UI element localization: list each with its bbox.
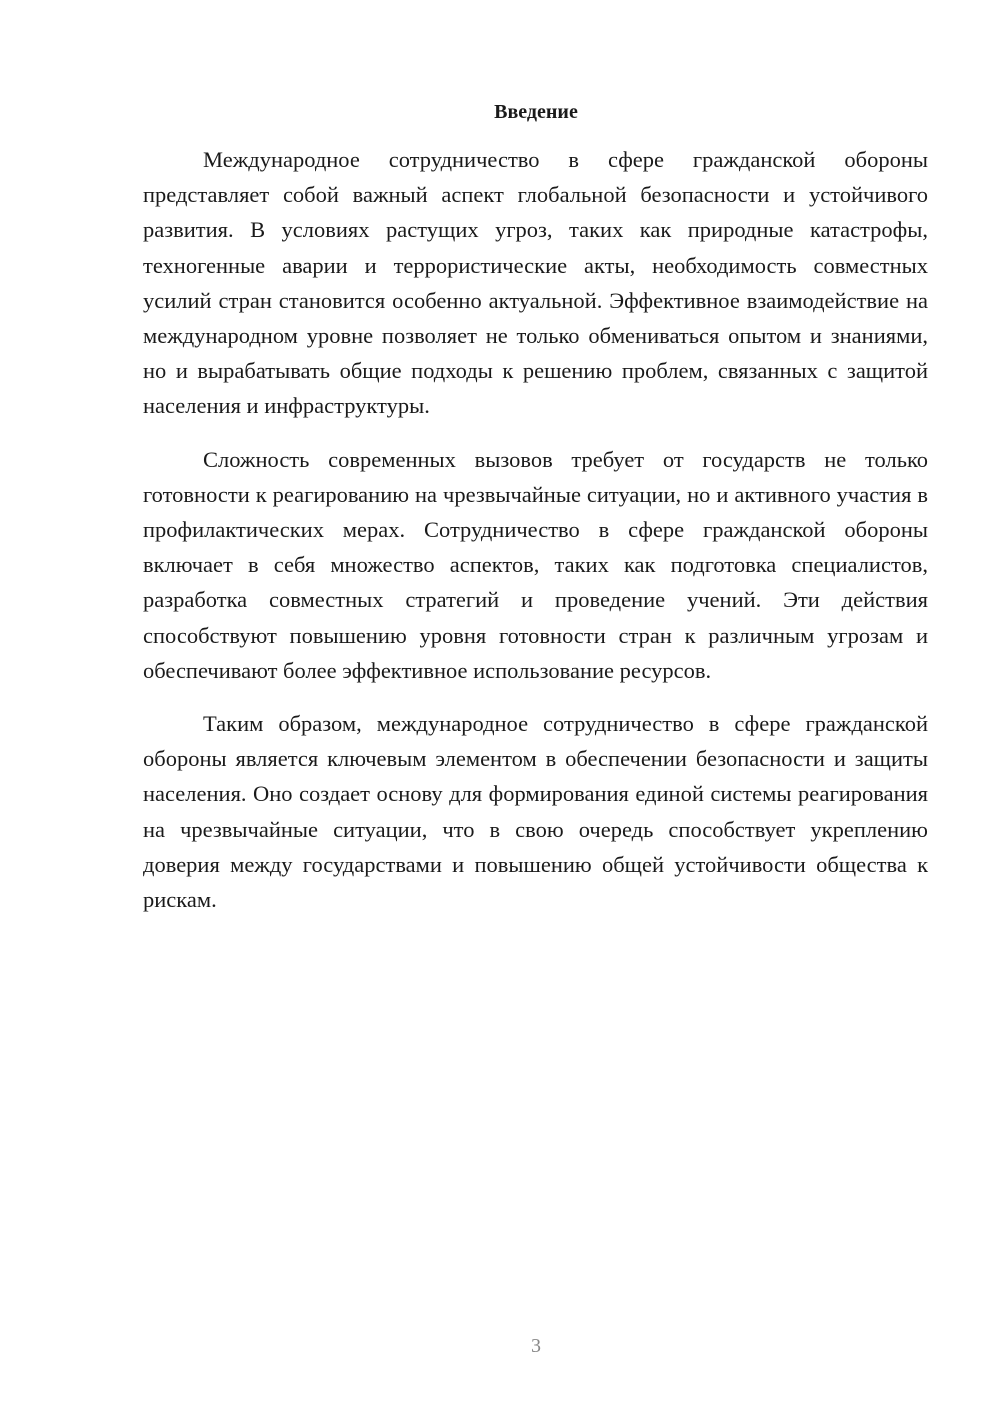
page-number: 3 — [531, 1335, 541, 1357]
paragraph-1: Международное сотрудничество в сфере гражданской обороны представляет собой важный аспект глобальной безопасности и устойчивого развития. В условиях растущих угроз, таких как природные катастрофы, техногенные аварии и террористические акты, необходимость совместных усилий стран становится особенно актуальной. Эффективное взаимодействие на международном уровне позволяет не только обмениваться опытом и знаниями, но и вырабатывать общие подходы к решению проблем, связанных с защитой населения и инфраструктуры. — [143, 147, 928, 419]
body-text — [143, 142, 928, 935]
paragraph-2: Сложность современных вызовов требует от государств не только готовности к реагированию на чрезвычайные ситуации, но и активного участия в профилактических мерах. Сотрудничество в сфере гражданской обороны включает в себя множество аспектов, таких как подготовка специалистов, разработка совместных стратегий и проведение учений. Эти действия способствуют повышению уровня готовности стран к различным угрозам и обеспечивают более эффективное использование ресурсов. — [143, 446, 928, 683]
section-heading: Введение — [494, 101, 578, 123]
paragraph-3: Таким образом, международное сотрудничество в сфере гражданской обороны является ключевым элементом в обеспечении безопасности и защиты населения. Оно создает основу для формирования единой системы реагирования на чрезвычайные ситуации, что в свою очередь способствует укреплению доверия между государствами и повышению общей устойчивости общества к рискам. — [143, 711, 928, 913]
